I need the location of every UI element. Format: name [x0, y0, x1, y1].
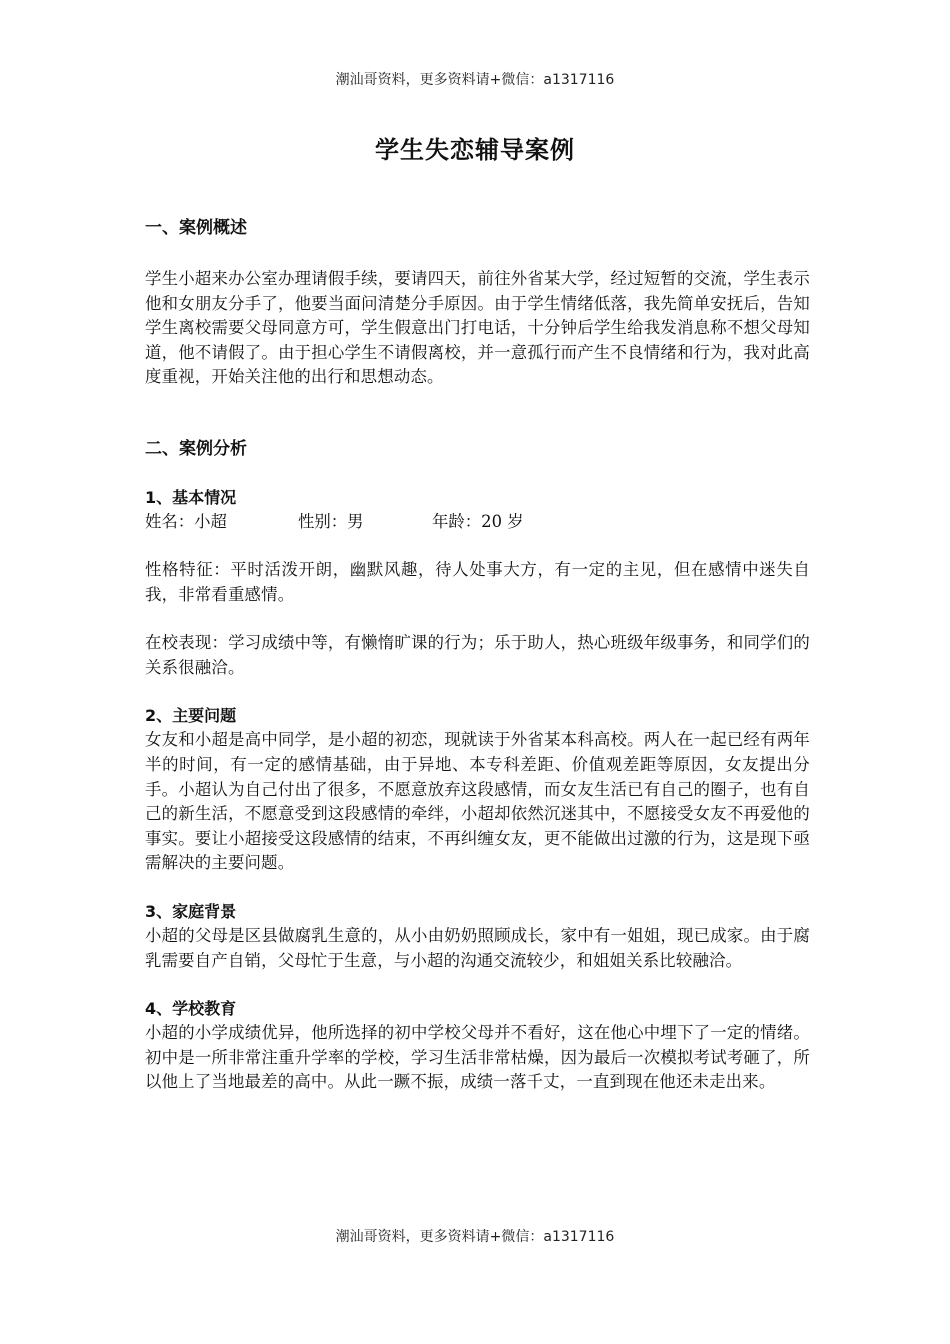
- section-heading-analysis: 二、案例分析: [145, 438, 247, 459]
- school-performance-paragraph: 在校表现：学习成绩中等，有懒惰旷课的行为；乐于助人，热心班级年级事务，和同学们的关系很融洽。: [145, 633, 810, 677]
- info-name: 姓名：小超: [145, 511, 227, 531]
- info-gender: 性别：男: [298, 511, 364, 531]
- subheading-family-background: 3、家庭背景: [145, 901, 237, 921]
- main-problem-paragraph: 女友和小超是高中同学，是小超的初恋，现就读于外省某本科高校。两人在一起已经有两年半的时间，有一定的感情基础，由于异地、本专科差距、价值观差距等原因，女友提出分手。小超认为自己付出了很多，不愿意放弃这段感情，而女友生活已有自己的圈子，也有自己的新生活，不愿意受到这段感情的牵绊，小超却依然沉迷其中，不愿接受女友不再爱他的事实。要让小超接受这段感情的结束，不再纠缠女友，更不能做出过激的行为，这是现下亟需解决的主要问题。: [145, 730, 810, 873]
- page-header: 潮汕哥资料，更多资料请+微信：a1317116: [335, 72, 615, 88]
- school-education-paragraph: 小超的小学成绩优异，他所选择的初中学校父母并不看好，这在他心中埋下了一定的情绪。初中是一所非常注重升学率的学校，学习生活非常枯燥，因为最后一次模拟考试考砸了，所以他上了当地最差的高中。从此一蹶不振，成绩一落千丈，一直到现在他还未走出来。: [145, 1023, 810, 1092]
- personality-paragraph: 性格特征：平时活泼开朗，幽默风趣，待人处事大方，有一定的主见，但在感情中迷失自我，非常看重感情。: [145, 559, 810, 604]
- document-title: 学生失恋辅导案例: [375, 136, 575, 164]
- basic-info-row: [145, 510, 810, 534]
- subheading-main-problem: 2、主要问题: [145, 706, 237, 726]
- overview-paragraph: 学生小超来办公室办理请假手续，要请四天，前往外省某大学，经过短暂的交流，学生表示他和女朋友分手了，他要当面问清楚分手原因。由于学生情绪低落，我先简单安抚后，告知学生离校需要父母同意方可，学生假意出门打电话，十分钟后学生给我发消息称不想父母知道，他不请假了。由于担心学生不请假离校，并一意孤行而产生不良情绪和行为，我对此高度重视，开始关注他的出行和思想动态。: [145, 269, 810, 387]
- family-background-paragraph: 小超的父母是区县做腐乳生意的，从小由奶奶照顾成长，家中有一姐姐，现已成家。由于腐乳需要自产自销，父母忙于生意，与小超的沟通交流较少，和姐姐关系比较融洽。: [145, 925, 810, 970]
- document-body: [145, 215, 810, 1095]
- page-footer: 潮汕哥资料，更多资料请+微信：a1317116: [335, 1229, 615, 1245]
- section-heading-overview: 一、案例概述: [145, 218, 247, 238]
- subheading-school-education: 4、学校教育: [145, 999, 237, 1019]
- info-age: 年龄：20 岁: [432, 511, 524, 531]
- subheading-basic-info: 1、基本情况: [145, 487, 237, 507]
